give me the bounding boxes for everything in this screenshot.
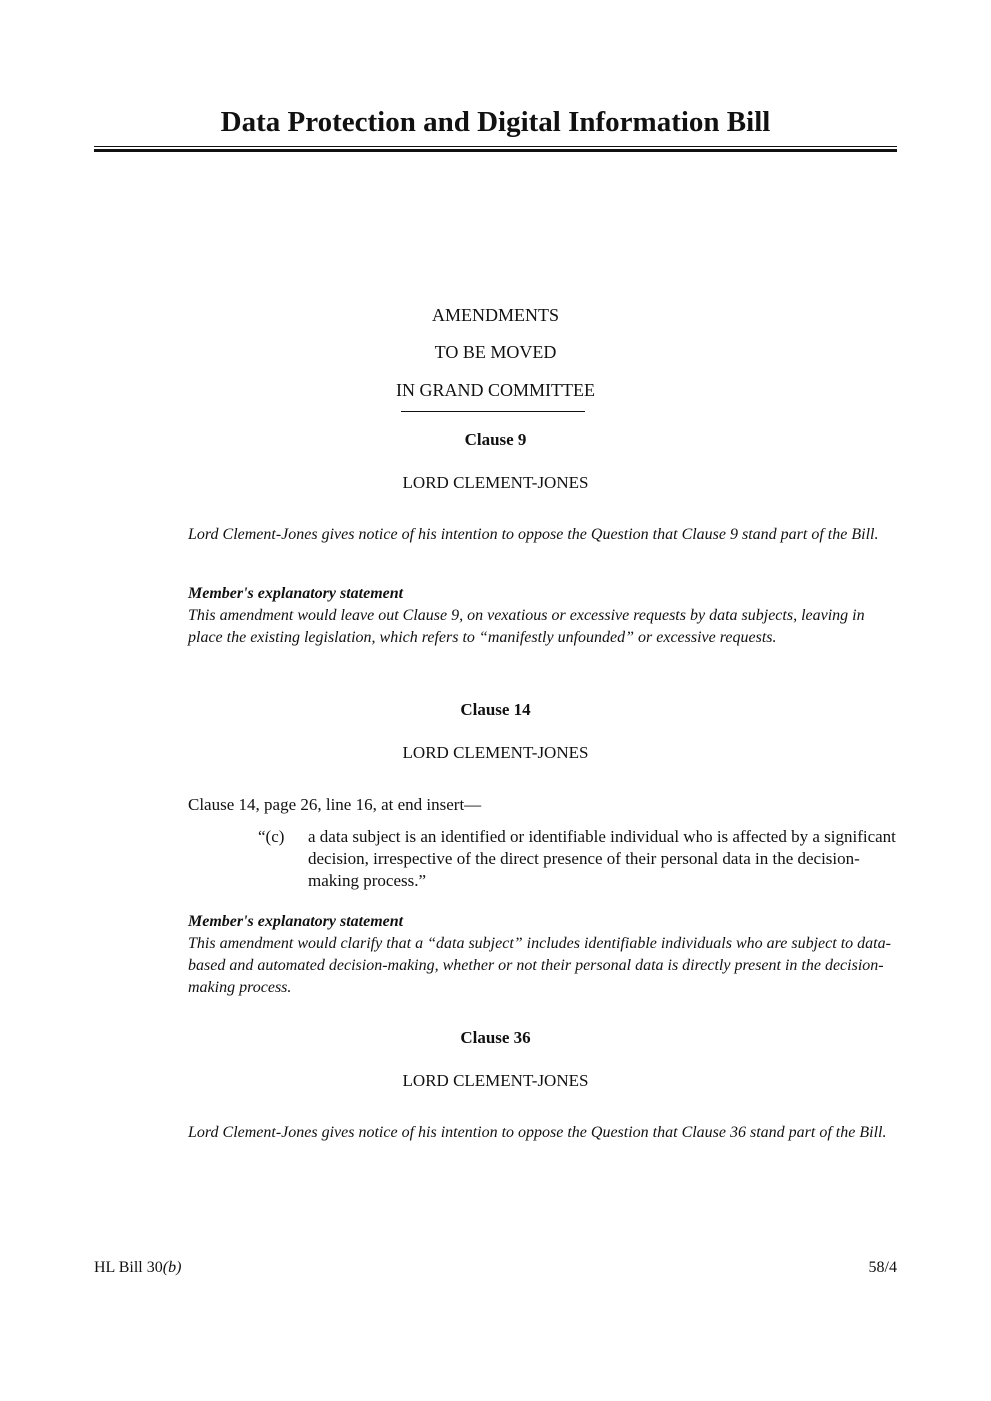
title-rule-thin xyxy=(94,146,897,147)
member-name: LORD CLEMENT-JONES xyxy=(402,1071,589,1090)
inserted-text xyxy=(258,826,898,892)
page-title: Data Protection and Digital Information Bill xyxy=(220,106,771,138)
heading-line-1: AMENDMENTS xyxy=(431,305,559,325)
bill-ref: HL Bill 30 xyxy=(94,1259,163,1276)
statement-heading: Member's explanatory statement xyxy=(188,585,404,602)
statement-text: This amendment would clarify that a “data subject” includes identifiable individuals who are subject to data-based and automated decision-making, whether or not their personal data is directly present in the decision-making process. xyxy=(188,935,891,996)
title-rule-thick xyxy=(94,149,897,152)
heading-line-3: IN GRAND COMMITTEE xyxy=(396,380,595,400)
notice-text: Lord Clement-Jones gives notice of his intention to oppose the Question that Clause 36 stand part of the Bill. xyxy=(188,1124,887,1141)
notice-text: Lord Clement-Jones gives notice of his intention to oppose the Question that Clause 9 stand part of the Bill. xyxy=(188,526,879,543)
amendment-instruction: Clause 14, page 26, line 16, at end insert— xyxy=(188,795,482,814)
insert-label: “(c) xyxy=(258,827,285,846)
statement-heading: Member's explanatory statement xyxy=(188,913,404,930)
member-name: LORD CLEMENT-JONES xyxy=(402,743,589,762)
clause-heading: Clause 14 xyxy=(460,700,531,719)
clause-heading: Clause 36 xyxy=(460,1028,531,1047)
member-name: LORD CLEMENT-JONES xyxy=(402,473,589,492)
insert-body: a data subject is an identified or identifiable individual who is affected by a significant decision, irrespective of the direct presence of their personal data in the decision-making process.” xyxy=(308,827,896,890)
heading-rule xyxy=(401,411,585,412)
bill-reference xyxy=(94,1259,181,1277)
bill-suffix: (b) xyxy=(162,1259,182,1276)
clause-heading: Clause 9 xyxy=(464,430,527,449)
page-reference: 58/4 xyxy=(868,1259,897,1276)
heading-line-2: TO BE MOVED xyxy=(434,342,557,362)
statement-text: This amendment would leave out Clause 9, on vexatious or excessive requests by data subjects, leaving in place the existing legislation, which refers to “manifestly unfounded” or excessive requests. xyxy=(188,607,865,646)
